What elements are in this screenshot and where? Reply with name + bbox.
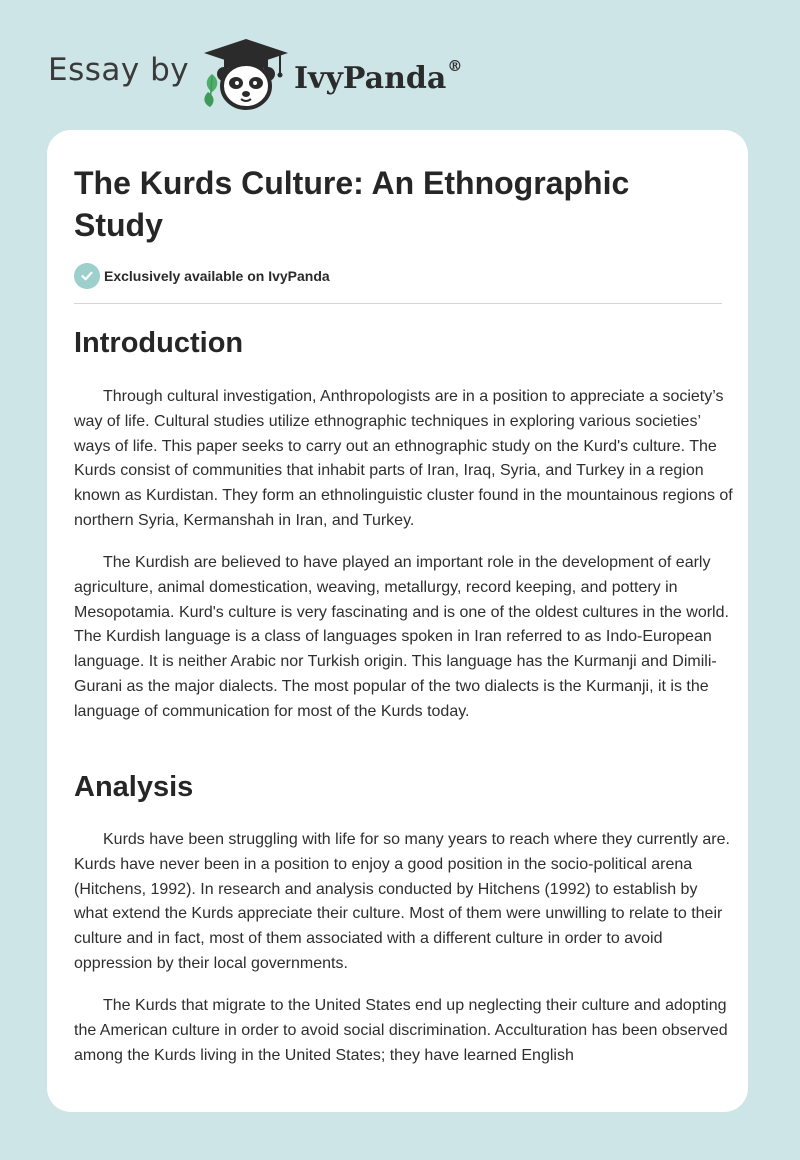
ivypanda-logo-icon[interactable] — [200, 36, 292, 112]
paragraph: The Kurds that migrate to the United States end up neglecting their culture and adopting the American culture in order to avoid social discrimination. Acculturation has been observed among the Kurds living in the United States; they have learned English — [74, 997, 728, 1064]
essay-title: The Kurds Culture: An Ethnographic Study — [74, 165, 630, 243]
brand-label: IvyPanda — [294, 61, 447, 96]
paragraph: The Kurdish are believed to have played an important role in the development of early agriculture, animal domestication, weaving, metallurgy, record keeping, and pottery in Mesopotamia. Kurd's culture is very fascinating and is one of the oldest cultures in the world. The Kurdish language is a class of languages spoken in Iran referred to as Indo-European language. It is neither Arabic nor Turkish origin. This language has the Kurmanji and Dimili-Gurani as the major dialects. The most popular of the two dialects is the Kurmanji, it is the language of communication for most of the Kurds today. — [74, 554, 729, 720]
title-divider — [74, 303, 722, 304]
section-heading-introduction: Introduction — [74, 327, 244, 359]
paragraph: Kurds have been struggling with life for so many years to reach where they currently are. Kurds have never been in a position to enjoy a good position in the socio-political arena (Hitchens, 1992). In research and analysis conducted by Hitchens (1992) to establish by what extend the Kurds appreciate their culture. Most of them were unwilling to relate to their culture and in fact, most of them associated with a different culture in order to avoid oppression by their local governments. — [74, 831, 730, 972]
registered-mark: ® — [447, 57, 463, 75]
check-circle-icon — [74, 263, 100, 289]
section-heading-analysis: Analysis — [74, 771, 194, 803]
exclusive-badge — [74, 263, 330, 289]
paragraph: Through cultural investigation, Anthropologists are in a position to appreciate a society’s way of life. Cultural studies utilize ethnographic techniques in exploring various societies’ ways of life. This paper seeks to carry out an ethnographic study on the Kurd's culture. The Kurds consist of communities that inhabit parts of Iran, Iraq, Syria, and Turkey in a region known as Kurdistan. They form an ethnolinguistic cluster found in the mountainous regions of northern Syria, Kermanshah in Iran, and Turkey. — [74, 388, 733, 529]
exclusive-badge-label: Exclusively available on IvyPanda — [104, 268, 330, 284]
brand-name[interactable] — [294, 52, 462, 99]
essay-by-label: Essay by — [48, 52, 190, 88]
essay-card — [47, 130, 748, 1112]
site-header — [0, 0, 800, 120]
